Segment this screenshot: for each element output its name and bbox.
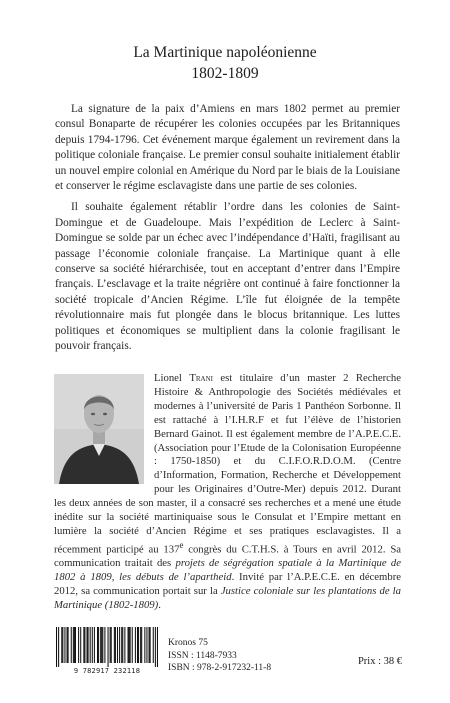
- barcode-bar: [67, 627, 68, 663]
- barcode-bar: [124, 627, 125, 663]
- bio-part-1: est titulaire d’un master 2 Recherche Histoire & Anthropologie des Sociétés médiévales et modernes à l’université de Paris 1 Panthéon Sorbonne. Il est rattaché à l’I.H.R.F et fut l’élève de l’historien Bernard Gainot. Il est également membre de l’A.P.E.C.E. (Association pour l’Etude de la Colonisation Européenne : 1750-1850) et du C.I.F.O.R.D.O.M. (Centre d’Information, Formation, Recherche et Développement pour les Originaires d’Outre-Mer) depuis 2012. Durant les deux années de son master, il a consacré ses recherches et a mené une étude inédite sur la société martiniquaise sous le Consulat et l’Empire mettant en lumière la société d’Ancien Régime et ses pratiques esclavagistes. Il a récemment participé au 137: [54, 372, 402, 556]
- bio-italic-1: projets de ségrégation spatiale à la Martinique de 1802 à 1809, les débuts de l’apartheid: [54, 557, 401, 584]
- barcode-bar: [101, 627, 102, 663]
- barcode-bar: [64, 627, 65, 663]
- barcode-bar: [92, 627, 93, 663]
- isbn-number: ISBN : 978-2-917232-11-8: [168, 663, 272, 673]
- barcode-bar: [110, 627, 111, 663]
- barcode-bar: [83, 627, 84, 663]
- barcode-bar: [141, 627, 142, 663]
- barcode-bar: [114, 627, 115, 663]
- barcode-bars: [56, 627, 158, 667]
- barcode-bar: [100, 627, 101, 663]
- barcode-bar: [71, 627, 72, 663]
- title-main: La Martinique napoléonienne: [133, 44, 317, 61]
- barcode-bar: [119, 627, 120, 663]
- barcode-bar: [150, 627, 151, 663]
- author-biography: [54, 372, 401, 613]
- barcode-digits: 9 782917 232118: [73, 667, 141, 675]
- bio-part-2: congrès du C.T.H.S. à Tours en avril 2012. Sa communication traitait des: [54, 543, 402, 570]
- barcode-bar: [61, 627, 62, 663]
- barcode-bar: [80, 627, 81, 663]
- barcode-bar: [108, 627, 109, 667]
- barcode-bar: [144, 627, 145, 663]
- bio-part-3: . Invité par l’A.P.E.C.E. en décembre 2012, sa communication portait sur la: [54, 571, 402, 598]
- barcode-bar: [75, 627, 76, 663]
- barcode-bar: [117, 627, 118, 663]
- barcode-bar: [68, 627, 69, 663]
- barcode-bar: [149, 627, 150, 663]
- barcode-bar: [115, 627, 116, 663]
- book-title: [0, 42, 450, 84]
- barcode-bar: [121, 627, 122, 663]
- synopsis-paragraph-1: La signature de la paix d’Amiens en mars 1802 permet au premier consul Bonaparte de récupérer les colonies occupées par les Britanniques depuis 1794-1796. Cet événement marque également un revirement dans la politique coloniale française. Le premier consul souhaite initialement établir un nouvel empire colonial en Amérique du Nord par le biais de la Louisiane et conserver le régime esclavagiste dans une partie de ses colonies.: [55, 103, 400, 193]
- barcode-bar: [86, 627, 87, 663]
- synopsis-paragraph-2: Il souhaite également rétablir l’ordre dans les colonies de Saint-Domingue et de Guadeloupe. Mais l’expédition de Leclerc à Saint-Domingue se solde par un échec avec l’indépendance d’Haïti, fragilisant au passage l’économie coloniale française. La Martinique quant à elle conserve sa société hiérarchisée, tout en acceptant d’entrer dans l’Empire français. L’esclavage et la traite négrière ont continué à faire fonctionner la société tropicale d’Ancien Régime. L’île fut éloignée de la tempête révolutionnaire mais fut plongée dans le blocus britannique. Les luttes politiques et économiques se multiplient dans la colonie fragilisant le pouvoir français.: [55, 201, 400, 353]
- barcode-bar: [58, 627, 59, 667]
- barcode-bar: [138, 627, 139, 663]
- barcode-bar: [97, 627, 98, 663]
- barcode-bar: [111, 627, 112, 663]
- author-first-name: Lionel: [154, 372, 190, 384]
- issn-number: ISSN : 1148-7933: [168, 650, 237, 661]
- collection-name: Kronos 75: [168, 638, 208, 648]
- title-dates: 1802-1809: [191, 65, 259, 82]
- publication-info: [168, 637, 271, 675]
- author-last-name: Trani: [189, 372, 213, 384]
- bio-italic-2: Justice coloniale sur les plantations de la Martinique (1802-1809): [54, 585, 401, 612]
- barcode-bar: [153, 627, 154, 663]
- price-label: Prix : 38 €: [357, 656, 402, 667]
- barcode-bar: [129, 627, 130, 663]
- barcode-bar: [155, 627, 156, 667]
- photo-spacer: [54, 372, 154, 496]
- barcode-bar: [78, 627, 79, 663]
- barcode-bar: [137, 627, 138, 663]
- barcode-bar: [135, 627, 136, 663]
- barcode-bar: [73, 627, 74, 663]
- barcode-bar: [122, 627, 123, 663]
- isbn-barcode: [56, 627, 158, 675]
- barcode-bar: [146, 627, 147, 663]
- barcode-bar: [56, 627, 57, 667]
- barcode-bar: [130, 627, 131, 663]
- barcode-bar: [157, 627, 158, 667]
- barcode-bar: [132, 627, 133, 663]
- barcode-bar: [94, 627, 95, 663]
- barcode-bar: [104, 627, 105, 663]
- bio-part-4: .: [158, 599, 161, 612]
- barcode-bar: [140, 627, 141, 663]
- barcode-bar: [128, 627, 129, 663]
- barcode-bar: [84, 627, 85, 663]
- barcode-bar: [62, 627, 63, 663]
- synopsis: [55, 102, 400, 361]
- barcode-bar: [88, 627, 89, 663]
- barcode-bar: [102, 627, 103, 663]
- bio-superscript: e: [179, 539, 184, 550]
- barcode-bar: [74, 627, 75, 663]
- barcode-bar: [90, 627, 91, 663]
- barcode-bar: [98, 627, 99, 663]
